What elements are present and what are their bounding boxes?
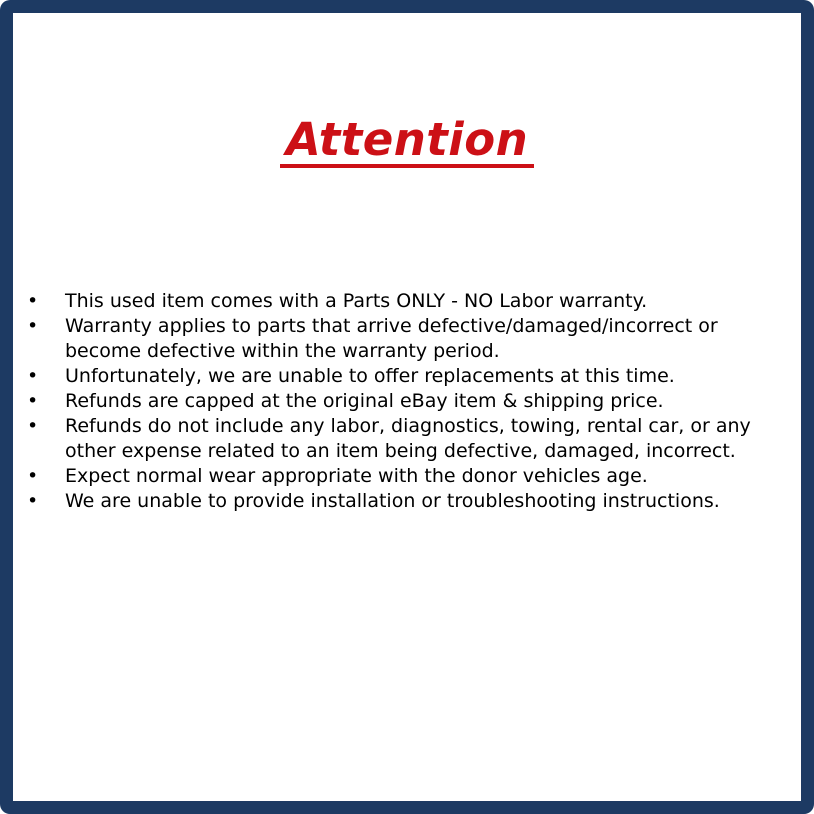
- notice-item: [21, 364, 801, 389]
- notice-item: [21, 489, 801, 514]
- attention-title: [13, 113, 801, 168]
- notice-item: [21, 289, 801, 314]
- notice-item: [21, 389, 801, 414]
- notice-text: Refunds do not include any labor, diagnostics, towing, rental car, or any other expense related to an item being defective, damaged, incorrect.: [65, 415, 751, 462]
- notice-item: [21, 464, 801, 489]
- notice-text: Refunds are capped at the original eBay item & shipping price.: [65, 390, 664, 412]
- attention-title-text: Attention: [280, 117, 534, 168]
- bullet-icon: •: [27, 415, 39, 437]
- bullet-icon: •: [27, 465, 39, 487]
- notice-list: [13, 289, 801, 514]
- notice-text: This used item comes with a Parts ONLY - NO Labor warranty.: [65, 290, 648, 312]
- notice-text: Unfortunately, we are unable to offer replacements at this time.: [65, 365, 675, 387]
- notice-item: [21, 414, 801, 464]
- bullet-icon: •: [27, 490, 39, 512]
- bullet-icon: •: [27, 315, 39, 337]
- notice-item: [21, 314, 801, 364]
- bullet-icon: •: [27, 290, 39, 312]
- notice-text: We are unable to provide installation or troubleshooting instructions.: [65, 490, 720, 512]
- notice-text: Expect normal wear appropriate with the donor vehicles age.: [65, 465, 648, 487]
- bullet-icon: •: [27, 390, 39, 412]
- notice-text: Warranty applies to parts that arrive defective/damaged/incorrect or become defective within the warranty period.: [65, 315, 718, 362]
- bullet-icon: •: [27, 365, 39, 387]
